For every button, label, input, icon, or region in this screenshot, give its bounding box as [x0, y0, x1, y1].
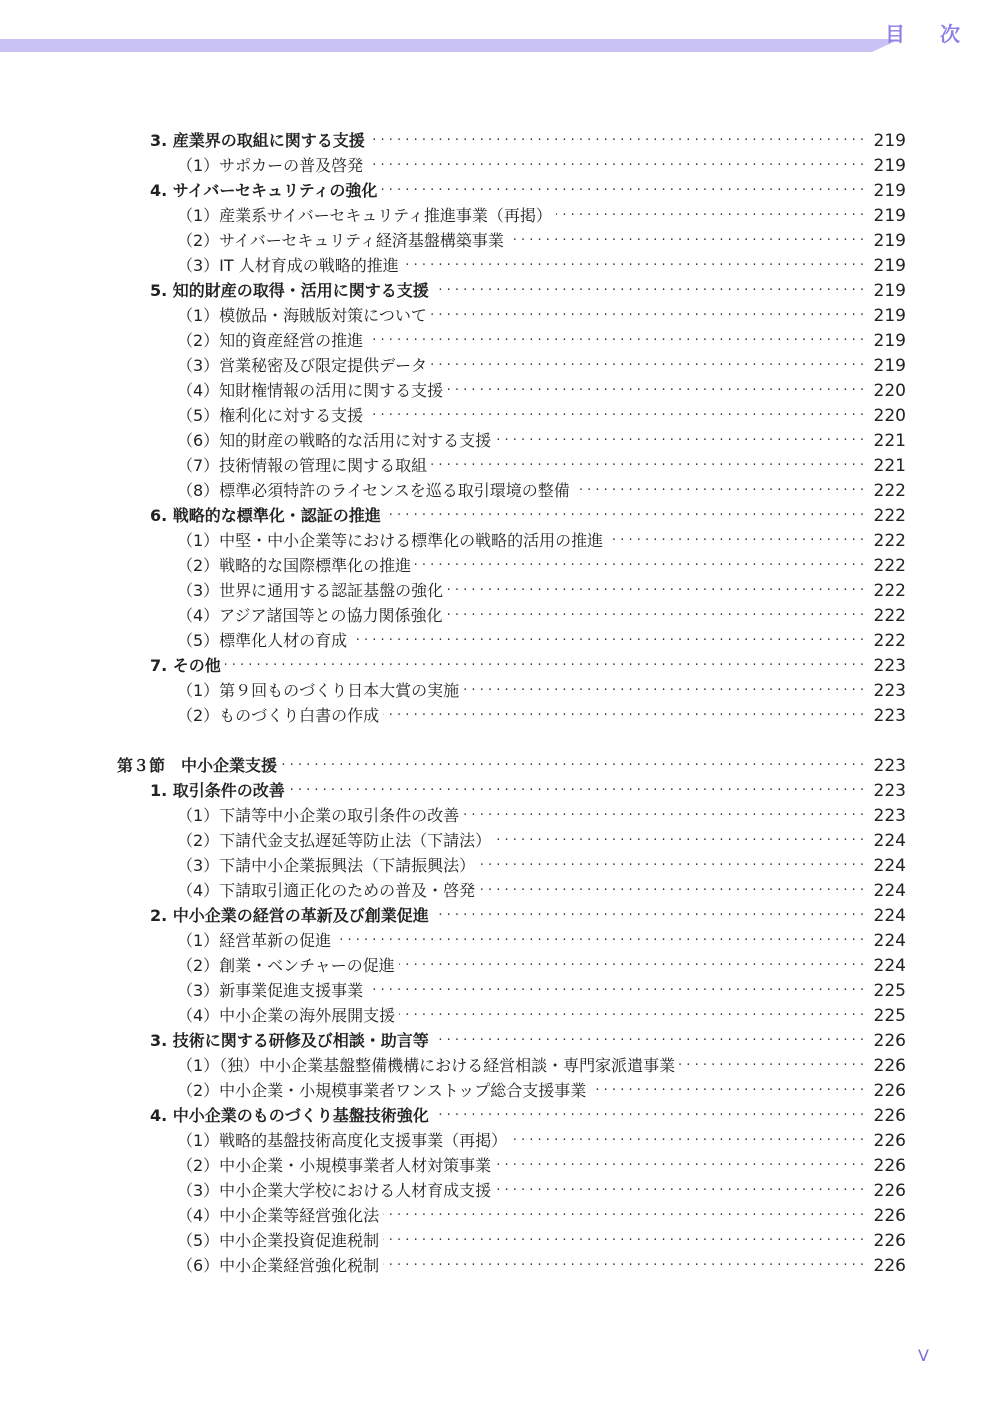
dot-leader: [399, 954, 864, 978]
dot-leader: [495, 829, 864, 853]
dot-leader: [367, 404, 864, 428]
toc-entry[interactable]: [177, 1229, 906, 1253]
dot-leader: [383, 704, 864, 728]
toc-entry[interactable]: [177, 529, 906, 553]
page-number: V: [918, 1346, 929, 1365]
toc-entry[interactable]: [150, 904, 906, 928]
dot-leader: [383, 1254, 864, 1278]
toc-entry[interactable]: [177, 254, 906, 278]
toc-entry[interactable]: [177, 579, 906, 603]
toc-entry[interactable]: [177, 879, 906, 903]
toc-entry[interactable]: [150, 654, 906, 678]
toc-entry-page: 220: [873, 406, 906, 426]
toc-entry-label: （4）アジア諸国等との協力関係強化: [177, 606, 443, 625]
toc-entry-label: （8）標準必須特許のライセンスを巡る取引環境の整備: [177, 481, 570, 500]
toc-entry-page: 222: [873, 531, 906, 551]
dot-leader: [679, 1054, 864, 1078]
toc-entry[interactable]: [177, 454, 906, 478]
toc-entry-page: 219: [873, 156, 906, 176]
toc-entry-label: （2）サイバーセキュリティ経済基盤構築事業: [177, 231, 504, 250]
toc-entry-page: 224: [873, 831, 906, 851]
toc-entry[interactable]: [177, 1079, 906, 1103]
toc-entry[interactable]: [177, 804, 906, 828]
toc-entry-page: 222: [873, 581, 906, 601]
toc-entry[interactable]: [177, 354, 906, 378]
toc-entry-page: 219: [873, 181, 906, 201]
toc-entry[interactable]: [177, 1054, 906, 1078]
toc-entry-page: 224: [873, 906, 906, 926]
toc-entry[interactable]: [150, 779, 906, 803]
toc-entry[interactable]: [177, 429, 906, 453]
dot-leader: [607, 529, 864, 553]
toc-entry[interactable]: [177, 954, 906, 978]
dot-leader: [385, 504, 864, 528]
toc-entry-page: 224: [873, 881, 906, 901]
toc-entry-label: （2）中小企業・小規模事業者ワンストップ総合支援事業: [177, 1081, 587, 1100]
dot-leader: [281, 754, 864, 778]
toc-entry-label: （1）サポカーの普及啓発: [177, 156, 364, 175]
dot-leader: [383, 1229, 864, 1253]
toc-entry-page: 224: [873, 956, 906, 976]
toc-entry-label: （4）知財権情報の活用に関する支援: [177, 381, 444, 400]
toc-entry-page: 222: [873, 556, 906, 576]
toc-entry[interactable]: [150, 179, 906, 203]
toc-entry-label: （7）技術情報の管理に関する取組: [177, 456, 428, 475]
toc-entry-label: （1）産業系サイバーセキュリティ推進事業（再掲）: [177, 206, 552, 225]
dot-leader: [447, 604, 864, 628]
toc-entry-page: 219: [873, 256, 906, 276]
dot-leader: [289, 779, 864, 803]
toc-entry-label: （2）知的資産経営の推進: [177, 331, 364, 350]
toc-entry-label: （1）模倣品・海賊版対策について: [177, 306, 427, 325]
toc-entry-page: 225: [873, 981, 906, 1001]
toc-entry-page: 224: [873, 856, 906, 876]
dot-leader: [369, 129, 864, 153]
toc-entry-page: 225: [873, 1006, 906, 1026]
toc-entry-label: 3. 技術に関する研修及び相談・助言等: [150, 1031, 429, 1050]
toc-entry-page: 223: [873, 706, 906, 726]
toc-entry-page: 220: [873, 381, 906, 401]
toc-entry[interactable]: [177, 304, 906, 328]
toc-entry-page: 226: [873, 1206, 906, 1226]
toc-entry-page: 219: [873, 231, 906, 251]
header-band: [0, 39, 992, 52]
toc-entry-label: （2）中小企業・小規模事業者人材対策事業: [177, 1156, 492, 1175]
toc-entry[interactable]: [150, 504, 906, 528]
toc-entry[interactable]: [177, 329, 906, 353]
toc-entry-page: 226: [873, 1131, 906, 1151]
dot-leader: [556, 204, 864, 228]
toc-entry[interactable]: [177, 479, 906, 503]
toc-entry[interactable]: [177, 1154, 906, 1178]
toc-entry-label: 4. サイバーセキュリティの強化: [150, 181, 378, 200]
dot-leader: [479, 854, 864, 878]
dot-leader: [433, 1029, 864, 1053]
toc-entry-page: 226: [873, 1231, 906, 1251]
toc-entry-page: 223: [873, 806, 906, 826]
toc-entry-page: 226: [873, 1181, 906, 1201]
toc-entry[interactable]: [177, 229, 906, 253]
dot-leader: [367, 329, 864, 353]
dot-leader: [383, 1204, 864, 1228]
toc-entry-page: 223: [873, 681, 906, 701]
toc-entry-page: 224: [873, 931, 906, 951]
toc-entry-label: （2）戦略的な国際標準化の推進: [177, 556, 412, 575]
dot-leader: [447, 379, 864, 403]
toc-entry[interactable]: [177, 629, 906, 653]
toc-entry-label: （4）中小企業等経営強化法: [177, 1206, 380, 1225]
toc-entry-label: （2）下請代金支払遅延等防止法（下請法）: [177, 831, 492, 850]
toc-entry-page: 226: [873, 1256, 906, 1276]
toc-entry-label: 第３節 中小企業支援: [117, 756, 278, 775]
dot-leader: [479, 879, 864, 903]
toc-entry-page: 219: [873, 281, 906, 301]
dot-leader: [463, 679, 864, 703]
toc-entry-page: 226: [873, 1056, 906, 1076]
toc-entry-label: （3）下請中小企業振興法（下請振興法）: [177, 856, 476, 875]
dot-leader: [225, 654, 864, 678]
toc-entry-label: 4. 中小企業のものづくり基盤技術強化: [150, 1106, 429, 1125]
toc-entry[interactable]: [177, 1179, 906, 1203]
toc-entry-label: （3）IT 人材育成の戦略的推進: [177, 256, 399, 275]
toc-entry-page: 223: [873, 781, 906, 801]
dot-leader: [433, 904, 864, 928]
dot-leader: [431, 454, 864, 478]
dot-leader: [463, 804, 864, 828]
dot-leader: [590, 1079, 864, 1103]
toc-entry[interactable]: [177, 404, 906, 428]
toc-entry[interactable]: [177, 979, 906, 1003]
toc-entry-page: 219: [873, 356, 906, 376]
toc-entry[interactable]: [177, 379, 906, 403]
dot-leader: [508, 229, 864, 253]
toc-entry-label: （3）営業秘密及び限定提供データ: [177, 356, 428, 375]
toc-entry-label: （2）創業・ベンチャーの促進: [177, 956, 395, 975]
dot-leader: [495, 1179, 864, 1203]
dot-leader: [351, 629, 864, 653]
dot-leader: [433, 279, 864, 303]
toc-entry[interactable]: [177, 154, 906, 178]
toc-entry-page: 221: [873, 456, 906, 476]
toc-entry[interactable]: [177, 204, 906, 228]
toc-entry-page: 222: [873, 506, 906, 526]
toc-entry-label: （1）戦略的基盤技術高度化支援事業（再掲）: [177, 1131, 508, 1150]
toc-entry-label: 2. 中小企業の経営の革新及び創業促進: [150, 906, 429, 925]
toc-entry[interactable]: [177, 604, 906, 628]
toc-entry[interactable]: [150, 129, 906, 153]
toc-entry[interactable]: [177, 1254, 906, 1278]
toc-entry-page: 219: [873, 306, 906, 326]
toc-entry-page: 223: [873, 656, 906, 676]
toc-entry-page: 222: [873, 631, 906, 651]
toc-entry-label: （3）世界に通用する認証基盤の強化: [177, 581, 444, 600]
dot-leader: [495, 429, 864, 453]
page-title: 目 次: [885, 22, 974, 46]
dot-leader: [381, 179, 864, 203]
dot-leader: [574, 479, 864, 503]
dot-leader: [403, 254, 864, 278]
toc-entry-page: 222: [873, 481, 906, 501]
toc-entry-page: 223: [873, 756, 906, 776]
dot-leader: [415, 554, 864, 578]
toc-entry[interactable]: [177, 1204, 906, 1228]
dot-leader: [431, 354, 864, 378]
toc-entry-label: （6）中小企業経営強化税制: [177, 1256, 380, 1275]
toc-entry-label: （1）経営革新の促進: [177, 931, 332, 950]
toc-entry[interactable]: [177, 554, 906, 578]
toc-entry-page: 219: [873, 206, 906, 226]
toc-entry[interactable]: [177, 929, 906, 953]
toc-entry-page: 219: [873, 331, 906, 351]
dot-leader: [431, 304, 864, 328]
toc-entry-page: 221: [873, 431, 906, 451]
toc-entry-label: 6. 戦略的な標準化・認証の推進: [150, 506, 381, 525]
toc-entry-label: （3）中小企業大学校における人材育成支援: [177, 1181, 492, 1200]
toc-entry[interactable]: [150, 279, 906, 303]
toc-entry-label: （1）下請等中小企業の取引条件の改善: [177, 806, 460, 825]
toc-entry-label: （1）中堅・中小企業等における標準化の戦略的活用の推進: [177, 531, 604, 550]
toc-entry[interactable]: [177, 704, 906, 728]
toc-entry[interactable]: [177, 829, 906, 853]
toc-entry-page: 219: [873, 131, 906, 151]
dot-leader: [433, 1104, 864, 1128]
toc-entry[interactable]: [177, 1004, 906, 1028]
toc-entry-label: （4）中小企業の海外展開支援: [177, 1006, 396, 1025]
toc-entry-label: （5）標準化人材の育成: [177, 631, 348, 650]
dot-leader: [511, 1129, 864, 1153]
toc-entry-label: （1）（独）中小企業基盤整備機構における経営相談・専門家派遣事業: [177, 1056, 676, 1075]
toc-entry-page: 226: [873, 1156, 906, 1176]
dot-leader: [495, 1154, 864, 1178]
toc-entry-label: （5）中小企業投資促進税制: [177, 1231, 380, 1250]
toc-entry-label: 1. 取引条件の改善: [150, 781, 285, 800]
toc-entry-label: 3. 産業界の取組に関する支援: [150, 131, 365, 150]
dot-leader: [367, 979, 864, 1003]
dot-leader: [447, 579, 864, 603]
toc-entry-page: 226: [873, 1031, 906, 1051]
toc-entry[interactable]: [177, 1129, 906, 1153]
toc-entry-label: （2）ものづくり白書の作成: [177, 706, 380, 725]
toc-entry[interactable]: [117, 754, 906, 778]
toc-entry-label: （5）権利化に対する支援: [177, 406, 364, 425]
toc-entry-label: 7. その他: [150, 656, 221, 675]
toc-entry-page: 222: [873, 606, 906, 626]
toc-entry[interactable]: [150, 1104, 906, 1128]
toc-entry-label: （3）新事業促進支援事業: [177, 981, 364, 1000]
toc-entry-label: （4）下請取引適正化のための普及・啓発: [177, 881, 476, 900]
toc-entry-label: （1）第９回ものづくり日本大賞の実施: [177, 681, 460, 700]
toc-entry-page: 226: [873, 1106, 906, 1126]
toc-entry[interactable]: [177, 679, 906, 703]
toc-entry-page: 226: [873, 1081, 906, 1101]
dot-leader: [399, 1004, 864, 1028]
dot-leader: [367, 154, 864, 178]
toc-entry[interactable]: [177, 854, 906, 878]
toc-entry-label: 5. 知的財産の取得・活用に関する支援: [150, 281, 429, 300]
toc-entry-label: （6）知的財産の戦略的な活用に対する支援: [177, 431, 492, 450]
toc-entry[interactable]: [150, 1029, 906, 1053]
dot-leader: [335, 929, 864, 953]
